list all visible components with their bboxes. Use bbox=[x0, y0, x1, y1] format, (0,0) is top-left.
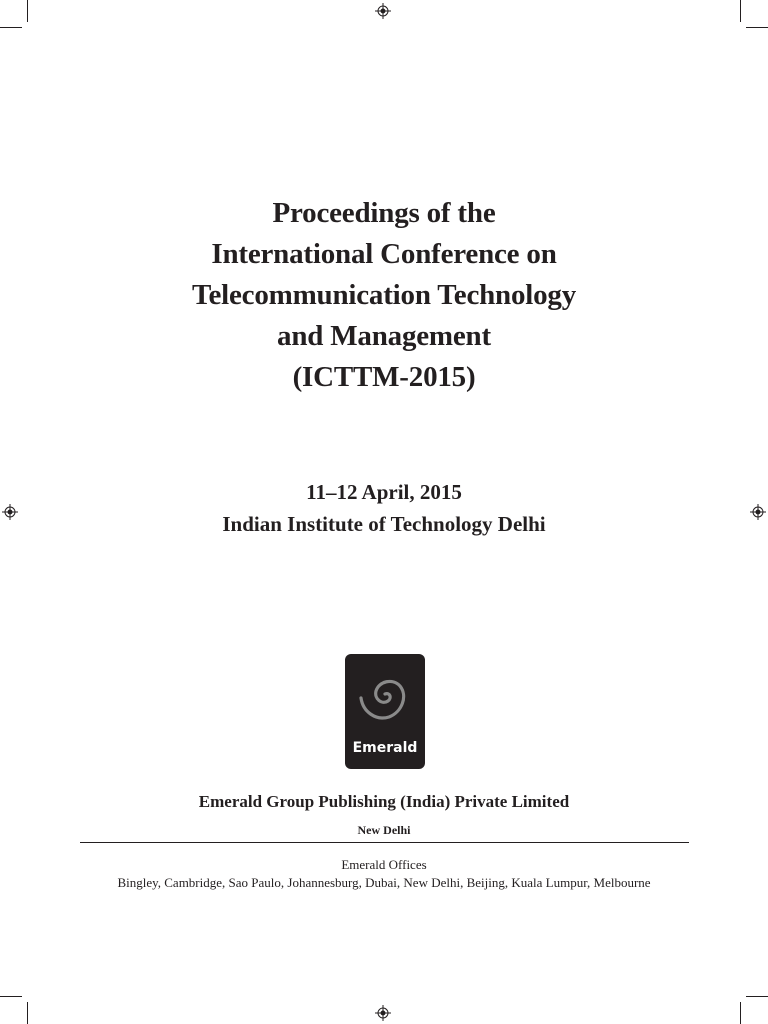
event-venue: Indian Institute of Technology Delhi bbox=[222, 512, 546, 536]
crop-mark-top-left bbox=[27, 0, 28, 22]
registration-mark-icon bbox=[375, 1005, 391, 1021]
divider bbox=[80, 842, 689, 843]
event-date: 11–12 April, 2015 bbox=[306, 480, 462, 504]
emerald-spiral-icon bbox=[345, 654, 425, 739]
title-line: Telecommunication Technology bbox=[191, 279, 577, 311]
publisher-city: New Delhi bbox=[357, 823, 411, 837]
title-line: International Conference on bbox=[211, 238, 557, 270]
title-line: (ICTTM-2015) bbox=[292, 361, 476, 393]
crop-mark-bottom-right bbox=[740, 1002, 741, 1024]
crop-mark-top-left-h bbox=[0, 27, 22, 28]
event-details bbox=[0, 476, 768, 540]
crop-mark-top-right-h bbox=[746, 27, 768, 28]
crop-mark-bottom-right-h bbox=[746, 996, 768, 997]
publisher-logo bbox=[345, 654, 425, 769]
offices-heading: Emerald Offices bbox=[341, 857, 427, 872]
title-line: Proceedings of the bbox=[272, 197, 496, 229]
publisher-name: Emerald Group Publishing (India) Private Limited bbox=[198, 792, 570, 811]
title-line: and Management bbox=[277, 320, 491, 352]
registration-mark-icon bbox=[375, 3, 391, 19]
crop-mark-bottom-left bbox=[27, 1002, 28, 1024]
logo-wordmark: Emerald bbox=[352, 740, 418, 756]
offices-list: Bingley, Cambridge, Sao Paulo, Johannesburg, Dubai, New Delhi, Beijing, Kuala Lumpur, Melbourne bbox=[117, 875, 651, 890]
book-title bbox=[0, 193, 768, 398]
crop-mark-top-right bbox=[740, 0, 741, 22]
crop-mark-bottom-left-h bbox=[0, 996, 22, 997]
